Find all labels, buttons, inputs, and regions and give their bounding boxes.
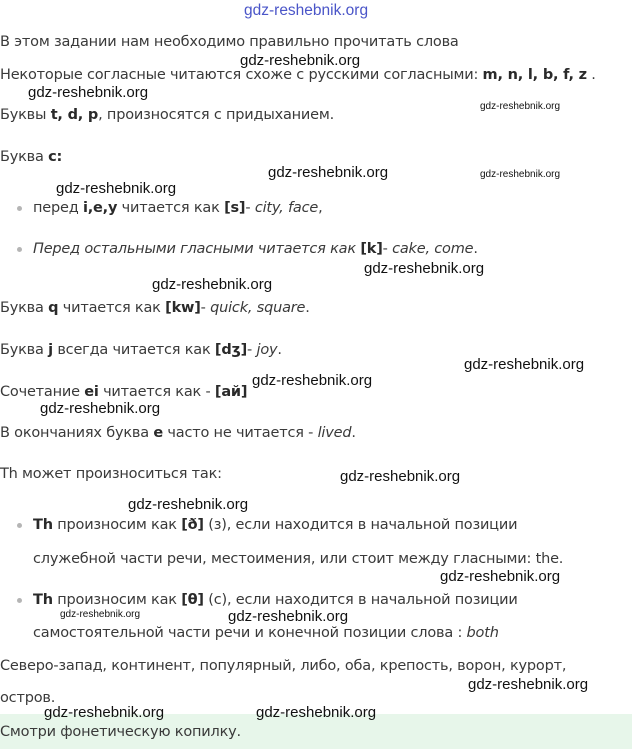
watermark: gdz-reshebnik.org <box>60 609 141 620</box>
watermark: gdz-reshebnik.org <box>240 52 361 69</box>
watermark: gdz-reshebnik.org <box>28 84 149 101</box>
watermark: gdz-reshebnik.org <box>440 568 561 585</box>
e-mid: часто не читается - <box>162 425 318 441</box>
th-b1-letters: Th <box>33 517 53 533</box>
watermark: gdz-reshebnik.org <box>256 704 377 721</box>
q-end: . <box>305 300 310 316</box>
th-b2-letters: Th <box>33 592 53 608</box>
ei-line <box>0 383 247 401</box>
c-b1-dash: - <box>245 200 255 216</box>
bullet-dot <box>17 206 22 211</box>
q-letter: q <box>48 300 59 316</box>
th-b2-cont-example: both <box>466 625 499 641</box>
th-b2-mid: произносим как <box>52 592 182 608</box>
c-bullet-1 <box>33 199 323 217</box>
watermark: gdz-reshebnik.org <box>468 676 589 693</box>
c-b1-prefix: перед <box>33 200 83 216</box>
j-prefix: Буква <box>0 342 49 358</box>
c-bullet-2 <box>33 240 478 258</box>
th-intro: Th может произноситься так: <box>0 466 222 482</box>
ei-prefix: Сочетание <box>0 384 85 400</box>
footer-text: Смотри фонетическую копилку. <box>0 724 241 740</box>
c-heading <box>0 148 62 166</box>
j-sound: [dʒ] <box>214 342 248 358</box>
e-letter: e <box>153 425 163 441</box>
consonants-prefix: Некоторые согласные читаются схоже с русскими согласными: <box>0 67 483 83</box>
q-line <box>0 299 310 317</box>
c-b1-mid: читается как <box>117 200 225 216</box>
j-line <box>0 341 282 359</box>
j-dash: - <box>247 342 257 358</box>
watermark: gdz-reshebnik.org <box>268 164 389 181</box>
q-examples: quick, square <box>210 300 306 316</box>
watermark: gdz-reshebnik.org <box>464 356 585 373</box>
consonants-letters: m, n, l, b, f, z <box>482 67 587 83</box>
watermark: gdz-reshebnik.org <box>128 496 249 513</box>
q-sound: [kw] <box>165 300 201 316</box>
watermark: gdz-reshebnik.org <box>480 169 561 180</box>
th-b2-sound: [θ] <box>181 592 204 608</box>
th-bullet-2 <box>33 591 518 609</box>
th-b2-rest: (с), если находится в начальной позиции <box>203 592 518 608</box>
c-b2-sound: [k] <box>360 241 383 257</box>
th-b1-rest: (з), если находится в начальной позиции <box>203 517 518 533</box>
c-b2-end: . <box>473 241 478 257</box>
e-example: lived <box>317 425 352 441</box>
th-b1-mid: произносим как <box>52 517 182 533</box>
aspirated-suffix: , произносятся с придыханием. <box>98 107 335 123</box>
c-b1-sound: [s] <box>224 200 246 216</box>
watermark: gdz-reshebnik.org <box>252 372 373 389</box>
consonants-suffix: . <box>586 67 596 83</box>
watermark: gdz-reshebnik.org <box>228 608 349 625</box>
e-ending-line <box>0 424 356 442</box>
intro-text: В этом задании нам необходимо правильно прочитать слова <box>0 34 459 50</box>
words-line-2: остров. <box>0 690 56 706</box>
j-letter: j <box>48 342 53 358</box>
c-b1-letters: i,e,y <box>82 200 118 216</box>
watermark: gdz-reshebnik.org <box>44 704 165 721</box>
watermark: gdz-reshebnik.org <box>152 276 273 293</box>
watermark: gdz-reshebnik.org <box>364 260 485 277</box>
j-mid: всегда читается как <box>52 342 215 358</box>
e-end: . <box>351 425 356 441</box>
th-b2-cont-prefix: самостоятельной части речи и конечной позиции слова : <box>33 625 467 641</box>
th-bullet-1-cont: служебной части речи, местоимения, или стоит между гласными: the. <box>33 551 564 567</box>
th-bullet-1 <box>33 516 517 534</box>
bullet-dot <box>17 247 22 252</box>
aspirated-letters: t, d, p <box>50 107 99 123</box>
ei-sound: [ай] <box>214 384 248 400</box>
ei-letters: ei <box>84 384 99 400</box>
watermark: gdz-reshebnik.org <box>480 101 561 112</box>
c-b2-examples: cake, come <box>392 241 474 257</box>
bullet-dot <box>17 523 22 528</box>
th-b1-sound: [ð] <box>181 517 204 533</box>
j-example: joy <box>256 342 278 358</box>
aspirated-prefix: Буквы <box>0 107 51 123</box>
watermark: gdz-reshebnik.org <box>340 468 461 485</box>
c-b2-dash: - <box>382 241 393 257</box>
q-prefix: Буква <box>0 300 49 316</box>
aspirated-line <box>0 106 334 124</box>
c-b1-end: , <box>318 200 323 216</box>
words-line-1: Северо-запад, континент, популярный, либо, оба, крепость, ворон, курорт, <box>0 658 567 674</box>
watermark: gdz-reshebnik.org <box>40 400 161 417</box>
ei-mid: читается как - <box>98 384 215 400</box>
j-end: . <box>277 342 282 358</box>
q-mid: читается как <box>58 300 166 316</box>
e-prefix: В окончаниях буква <box>0 425 154 441</box>
q-dash: - <box>200 300 211 316</box>
c-prefix: Буква <box>0 149 49 165</box>
bullet-dot <box>17 598 22 603</box>
watermark: gdz-reshebnik.org <box>56 180 177 197</box>
watermark-top: gdz-reshebnik.org <box>244 2 369 19</box>
c-letter: c: <box>48 149 63 165</box>
c-b1-examples: city, face <box>254 200 319 216</box>
th-bullet-2-cont <box>33 624 499 642</box>
c-b2-prefix: Перед остальными гласными читается как <box>33 241 361 257</box>
